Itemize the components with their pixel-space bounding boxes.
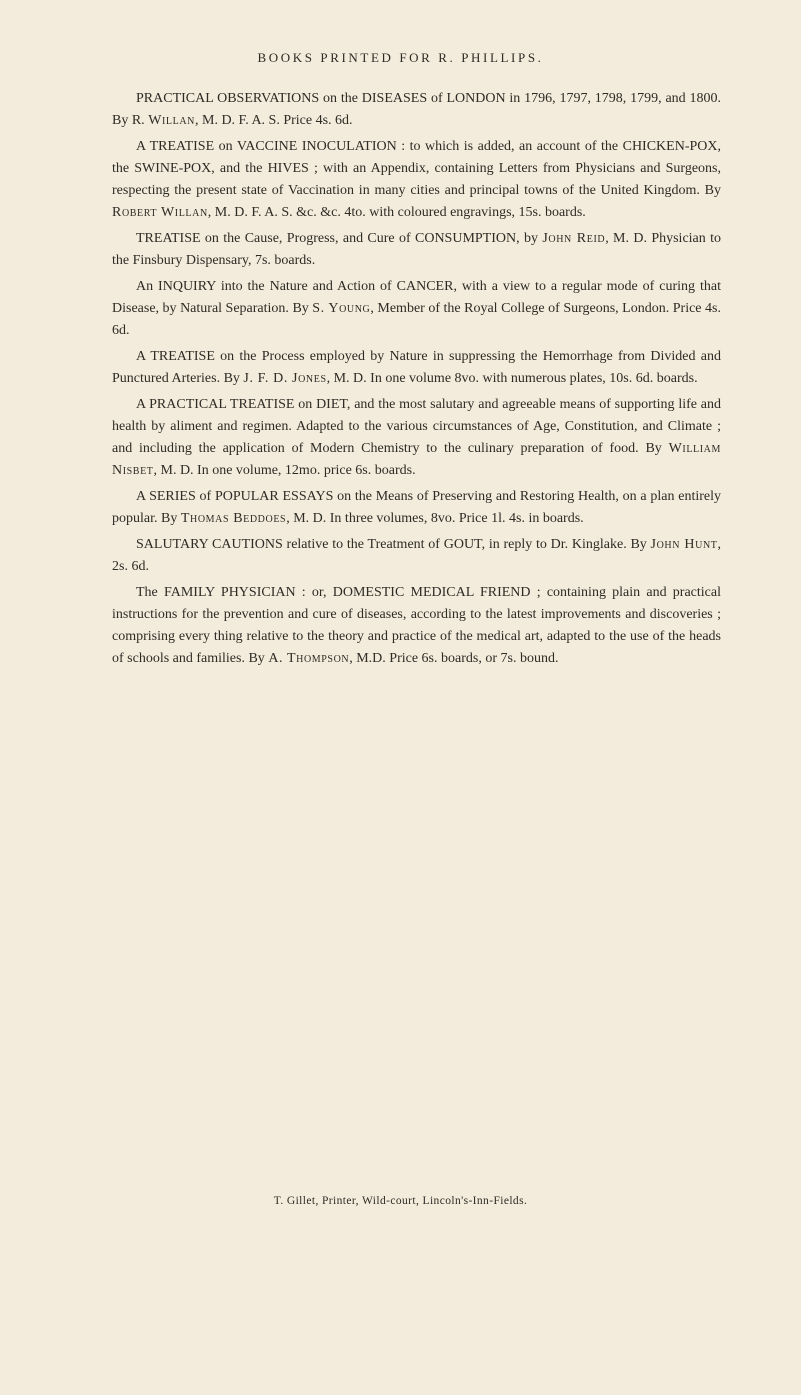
running-head: BOOKS PRINTED FOR R. PHILLIPS. xyxy=(257,50,544,65)
book-entry-family-physician: The FAMILY PHYSICIAN : or, DOMESTIC MEDICAL FRIEND ; containing plain and practical instructions for the prevention and cure of diseases, according to the latest improvements and discoveries ; comprising every thing relative to the theory and practice of the medical art, adapted to the use of the heads of schools and families. By A. Thompson, M.D. Price 6s. boards, or 7s. bound. xyxy=(112,585,721,666)
book-entry-consumption: TREATISE on the Cause, Progress, and Cure of CONSUMPTION, by John Reid, M. D. Physician to the Finsbury Dispensary, 7s. boards. xyxy=(112,231,722,268)
author-name: Willan xyxy=(148,113,195,128)
author-name: Robert Willan xyxy=(112,205,208,220)
book-entry-hemorrhage: A TREATISE on the Process employed by Nature in suppressing the Hemorrhage from Divided and Punctured Arteries. By J. F. D. Jones, M. D. In one volume 8vo. with numerous plates, 10s. 6d. boards. xyxy=(112,349,721,386)
author-name: Thomas Beddoes xyxy=(180,511,287,526)
author-name: William Nisbet xyxy=(112,441,721,478)
author-name: J. F. D. Jones xyxy=(243,371,327,386)
book-list xyxy=(112,88,721,670)
printer-imprint: T. Gillet, Printer, Wild-court, Lincoln's-Inn-Fields. xyxy=(273,1195,528,1207)
author-name: A. Thompson xyxy=(268,651,350,666)
author-name: John Reid xyxy=(542,231,606,246)
author-name: John Hunt xyxy=(650,537,718,552)
book-entry-diseases-of-london: PRACTICAL OBSERVATIONS on the DISEASES of LONDON in 1796, 1797, 1798, 1799, and 1800. By R. Willan, M. D. F. A. S. Price 4s. 6d. xyxy=(112,91,721,128)
book-entry-cancer: An INQUIRY into the Nature and Action of CANCER, with a view to a regular mode of curing that Disease, by Natural Separation. By S. Young, Member of the Royal College of Surgeons, London. Price 4s. 6d. xyxy=(112,279,721,338)
book-entry-popular-essays: A SERIES of POPULAR ESSAYS on the Means of Preserving and Restoring Health, on a plan entirely popular. By Thomas Beddoes, M. D. In three volumes, 8vo. Price 1l. 4s. in boards. xyxy=(112,489,721,526)
author-name: S. Young xyxy=(312,301,371,316)
book-entry-vaccine-inoculation: A TREATISE on VACCINE INOCULATION : to which is added, an account of the CHICKEN-POX, the SWINE-POX, and the HIVES ; with an Appendix, containing Letters from Physicians and Surgeons, respecting the present state of Vaccination in many cities and principal towns of the United Kingdom. By Robert Willan, M. D. F. A. S. &c. &c. 4to. with coloured engravings, 15s. boards. xyxy=(112,139,721,220)
book-entry-gout: SALUTARY CAUTIONS relative to the Treatment of GOUT, in reply to Dr. Kinglake. By John Hunt, 2s. 6d. xyxy=(112,537,721,574)
book-entry-diet: A PRACTICAL TREATISE on DIET, and the most salutary and agreeable means of supporting life and health by aliment and regimen. Adapted to the various circumstances of Age, Constitution, and Climate ; and including the application of Modern Chemistry to the culinary preparation of food. By William Nisbet, M. D. In one volume, 12mo. price 6s. boards. xyxy=(112,397,721,478)
